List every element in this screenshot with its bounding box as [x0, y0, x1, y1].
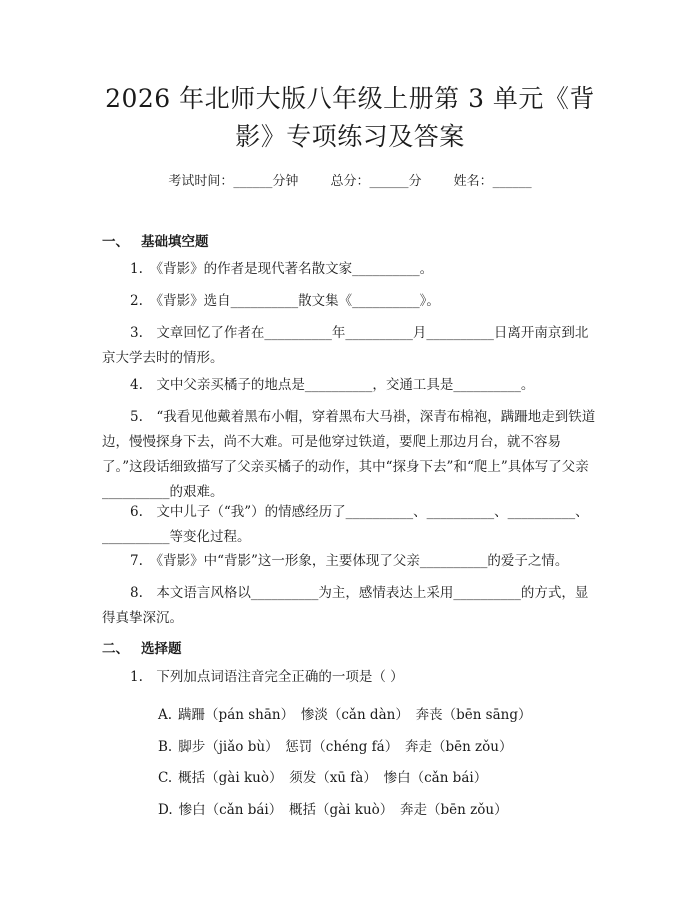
exam-time: 考试时间：______分钟	[168, 174, 299, 189]
section-number: 二、	[102, 641, 129, 657]
question-fill-3: 3. 文章回忆了作者在__________年__________月__________日离开南京到北京大学去时的情形。	[102, 325, 589, 366]
question-fill-8: 8. 本文语言风格以__________为主，感情表达上采用__________的方式，显得真挚深沉。	[102, 585, 589, 626]
question-fill-6: 6. 文中儿子（“我”）的情感经历了__________、__________、__________、__________等变化过程。	[102, 504, 589, 545]
question-choice-1: 1. 下列加点词语注音完全正确的一项是（ ）	[130, 669, 404, 685]
option-text: 概括（gài kuò） 须发（xū fà） 惨白（cǎn bái）	[178, 770, 488, 786]
question-fill-4: 4. 文中父亲买橘子的地点是__________，交通工具是__________。	[130, 377, 535, 393]
option-label: C.	[158, 770, 173, 786]
option-label: D.	[158, 802, 173, 818]
section-title: 基础填空题	[141, 234, 209, 250]
option-text: 蹒跚（pán shān） 惨淡（cǎn dàn） 奔丧（bēn sāng）	[178, 707, 532, 723]
option-text: 脚步（jiǎo bù） 惩罚（chéng fá） 奔走（bēn zǒu）	[178, 739, 513, 755]
question-fill-2: 2. 《背影》选自__________散文集《__________》。	[130, 293, 440, 309]
document-title	[100, 80, 600, 156]
exam-info	[0, 170, 700, 189]
question-fill-5: 5. “我看见他戴着黑布小帽，穿着黑布大马褂，深青布棉袍，蹒跚地走到铁道边，慢慢探身下去，尚不大难。可是他穿过铁道，要爬上那边月台，就不容易了。”这段话细致描写了父亲买橘子的动作，其中“探身下去”和“爬上”具体写了父亲__________的艰难。	[102, 409, 596, 500]
option-label: B.	[158, 739, 173, 755]
exam-name: 姓名：______	[453, 174, 532, 189]
title-line-1: 2026 年北师大版八年级上册第 3 单元《背	[105, 84, 595, 113]
option-a	[158, 703, 532, 723]
section-fill-in	[102, 230, 209, 250]
question-fill-7: 7. 《背影》中“背影”这一形象，主要体现了父亲__________的爱子之情。	[130, 553, 569, 569]
option-label: A.	[158, 707, 173, 723]
title-line-2: 影》专项练习及答案	[235, 122, 465, 151]
question-fill-1: 1. 《背影》的作者是现代著名散文家__________。	[130, 261, 434, 277]
option-d	[158, 798, 508, 818]
section-choice	[102, 637, 182, 657]
option-c	[158, 766, 487, 786]
section-title: 选择题	[141, 641, 182, 657]
option-b	[158, 735, 513, 755]
section-number: 一、	[102, 234, 129, 250]
option-text: 惨白（cǎn bái） 概括（gài kuò） 奔走（bēn zǒu）	[178, 802, 508, 818]
exam-score: 总分：______分	[330, 174, 422, 189]
